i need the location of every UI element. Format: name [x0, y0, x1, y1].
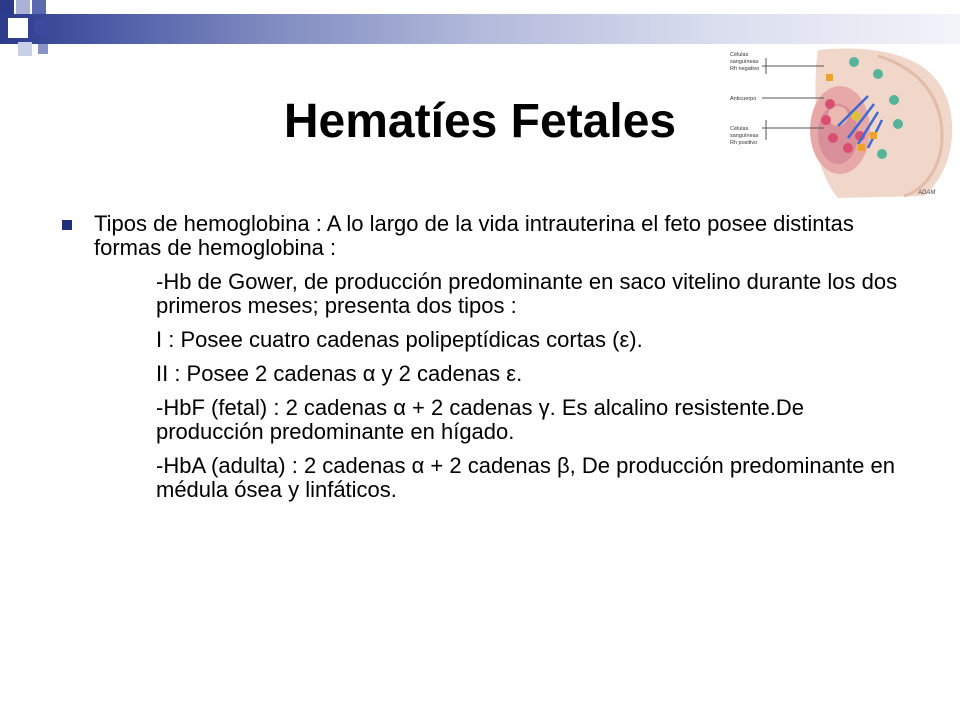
illustration-credit: ADAM — [918, 190, 936, 196]
label-antibody: Anticuerpo — [730, 96, 757, 102]
subparagraph-hbf: -HbF (fetal) : 2 cadenas α + 2 cadenas γ. Es alcalino resistente.De producción predominante en hígado. — [156, 395, 804, 444]
corner-square-dark — [0, 0, 14, 14]
label-rh-negative-2: sanguíneas — [730, 59, 759, 65]
label-rh-positive-3: Rh positivo — [730, 140, 758, 146]
subparagraph-type-ii: II : Posee 2 cadenas α y 2 cadenas ε. — [156, 361, 523, 386]
corner-square-pale — [18, 42, 32, 56]
header-gradient-band — [0, 14, 960, 44]
label-rh-positive-2: sanguíneas — [730, 133, 759, 139]
corner-square-mid — [32, 0, 46, 14]
corner-square-small — [38, 44, 48, 54]
slide-content — [62, 212, 902, 502]
corner-square-white — [8, 18, 28, 38]
label-rh-negative-3: Rh negativo — [730, 66, 760, 72]
bullet-item — [62, 212, 902, 260]
bullet-text: Tipos de hemoglobina : A lo largo de la vida intrauterina el feto posee distintas formas de hemoglobina : — [94, 211, 854, 260]
rh-blood-cells-illustration — [728, 44, 960, 202]
corner-square-light — [16, 0, 30, 14]
label-rh-positive-1: Células — [730, 126, 749, 132]
subparagraph-hba: -HbA (adulta) : 2 cadenas α + 2 cadenas β, De producción predominante en médula ósea y linfáticos. — [156, 453, 895, 502]
subparagraph-type-i: I : Posee cuatro cadenas polipeptídicas cortas (ε). — [156, 327, 643, 352]
square-bullet-icon — [62, 220, 72, 230]
slide-title: Hematíes Fetales — [283, 95, 677, 148]
label-rh-negative-1: Células — [730, 52, 749, 58]
subparagraph-gower: -Hb de Gower, de producción predominante en saco vitelino durante los dos primeros meses; presenta dos tipos : — [156, 269, 898, 318]
corner-square-blue — [34, 20, 48, 34]
